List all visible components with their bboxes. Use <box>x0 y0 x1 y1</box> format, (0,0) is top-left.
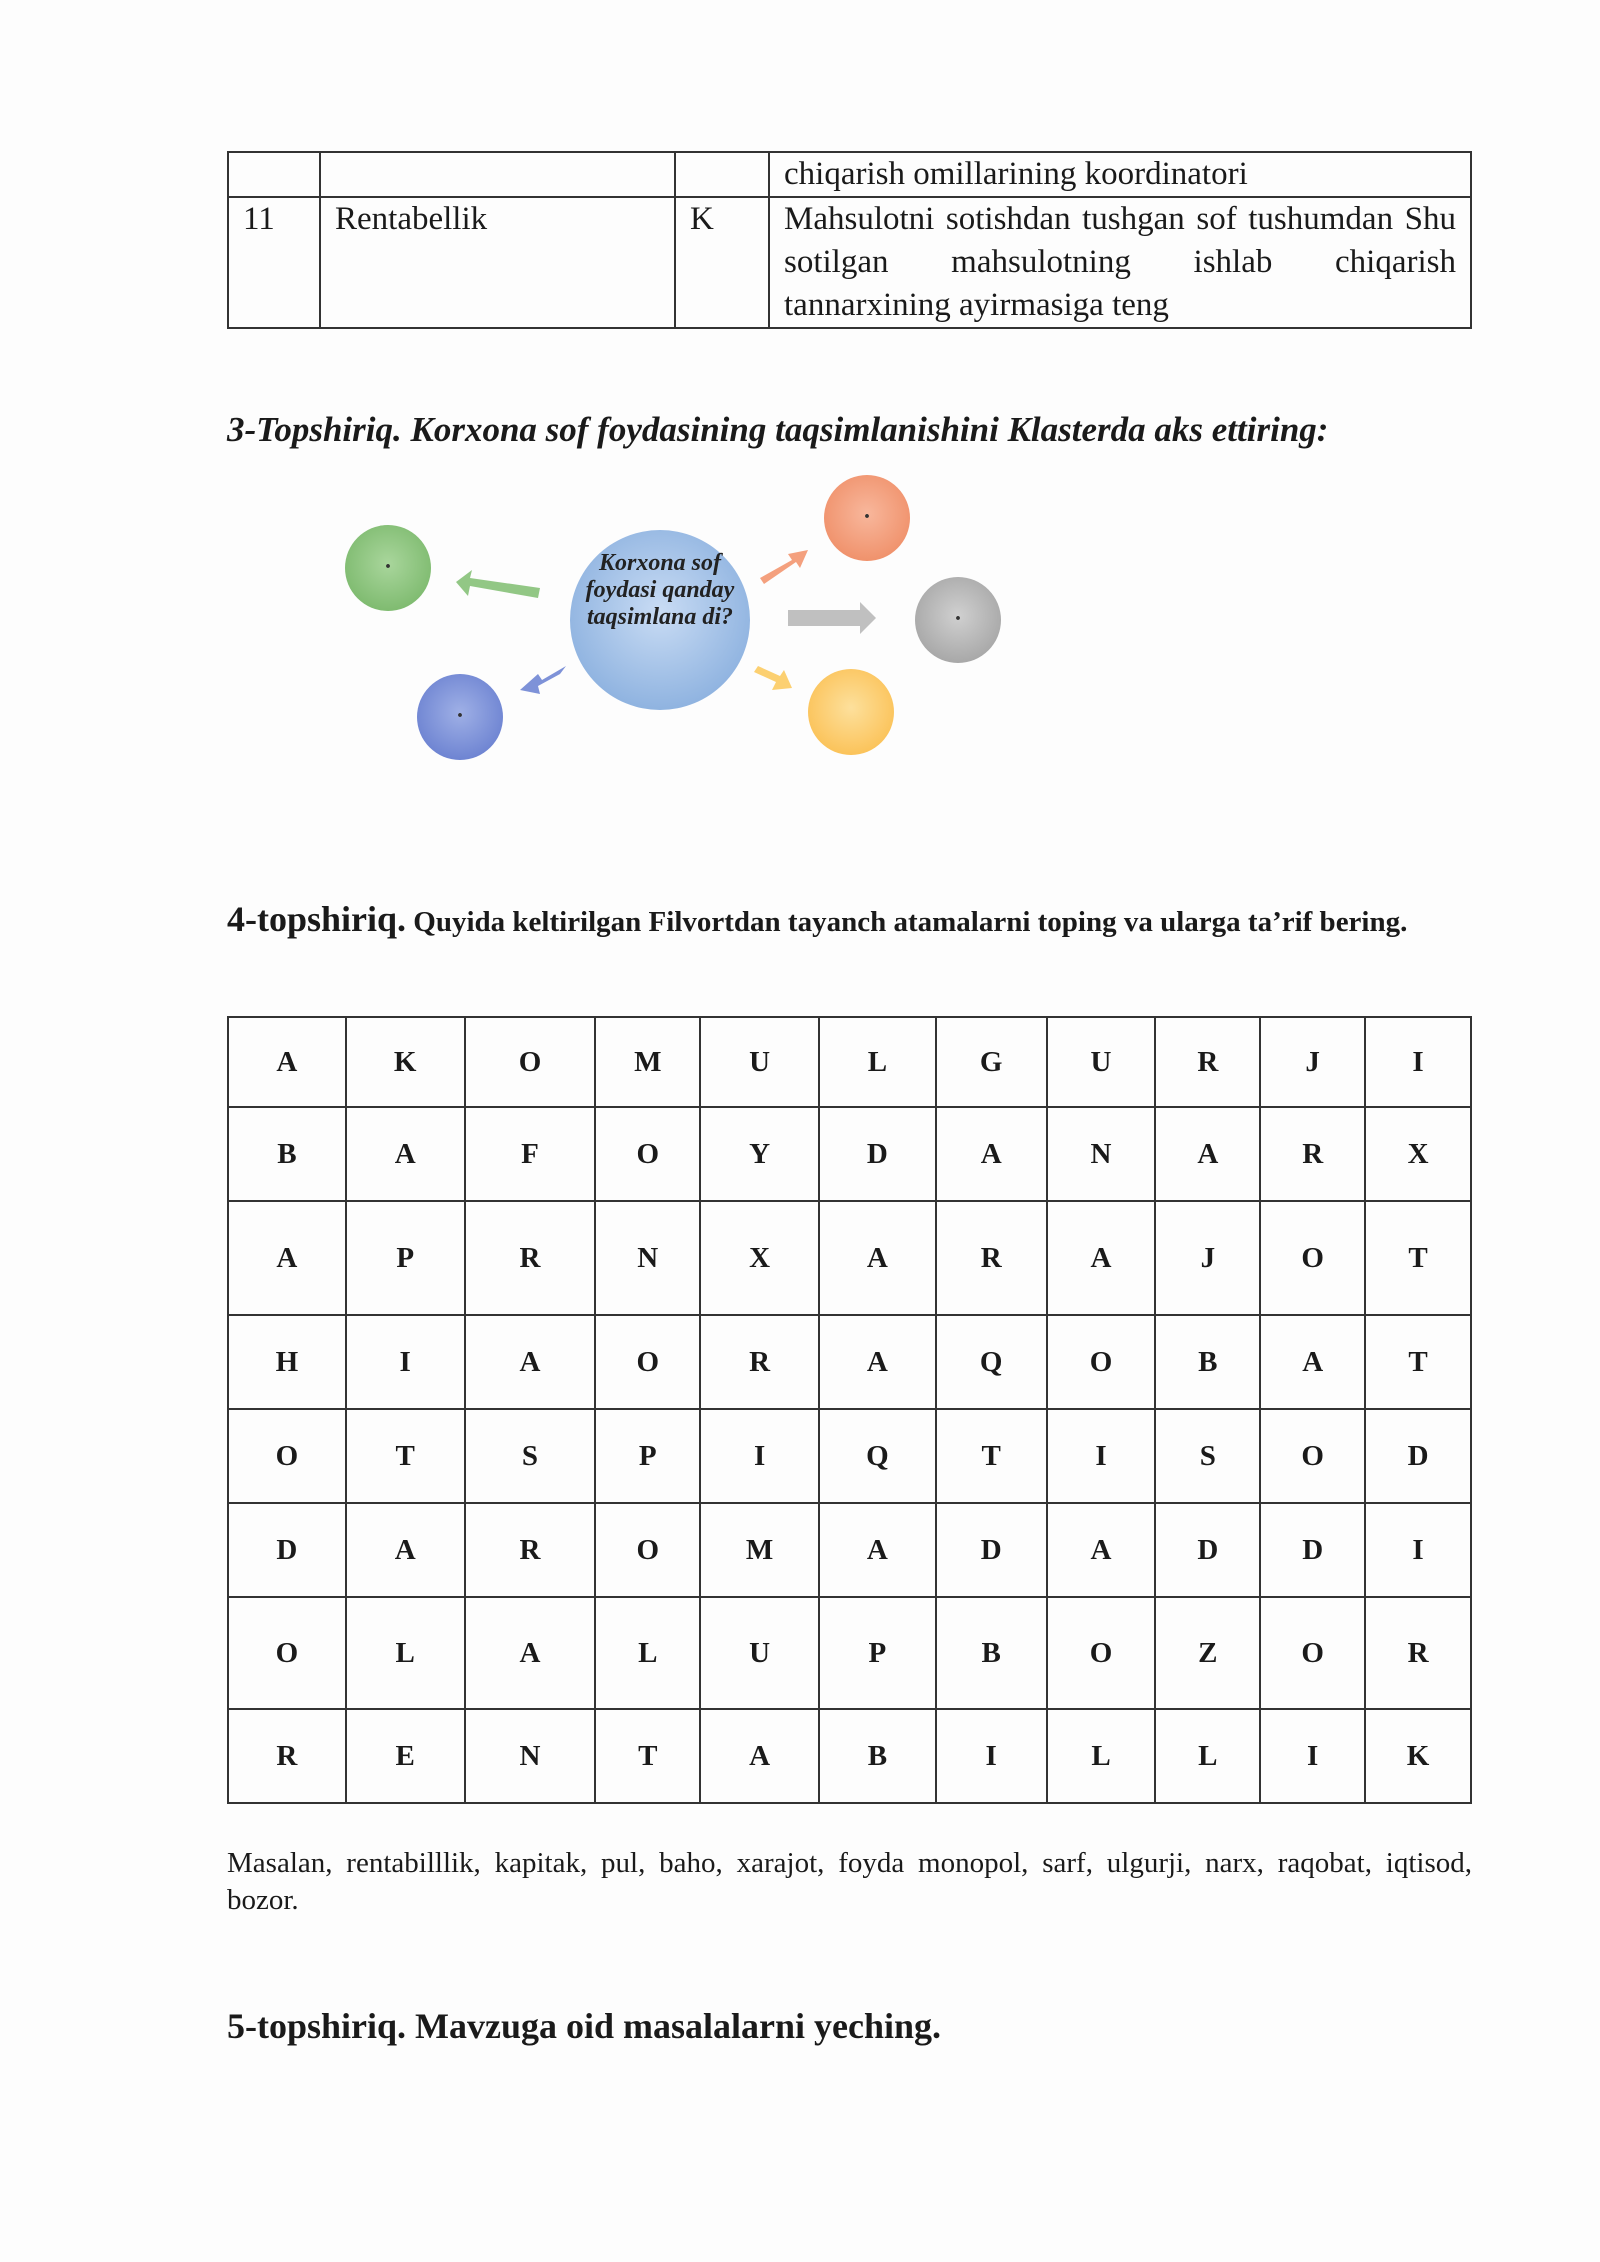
task4-heading-number: 4-topshiriq. <box>227 899 407 939</box>
letter-cell <box>675 152 769 197</box>
node-label-green: . <box>385 548 391 574</box>
grid-row <box>228 1201 1471 1315</box>
arrow-to-green <box>456 570 540 598</box>
cluster-diagram <box>330 470 1030 770</box>
grid-cell: O <box>465 1017 596 1107</box>
cluster-node-yellow <box>808 669 894 755</box>
grid-cell: T <box>936 1409 1047 1503</box>
arrow-to-blue <box>520 666 566 694</box>
grid-cell: G <box>936 1017 1047 1107</box>
grid-cell: D <box>1260 1503 1365 1597</box>
grid-cell: O <box>595 1107 700 1201</box>
grid-cell: E <box>346 1709 465 1803</box>
grid-row <box>228 1503 1471 1597</box>
grid-cell: A <box>819 1503 936 1597</box>
grid-cell: D <box>936 1503 1047 1597</box>
grid-cell: I <box>1365 1503 1471 1597</box>
arrow-to-yellow <box>754 666 792 690</box>
grid-cell: I <box>1047 1409 1156 1503</box>
grid-cell: O <box>1047 1315 1156 1409</box>
grid-cell: T <box>595 1709 700 1803</box>
grid-cell: O <box>1260 1409 1365 1503</box>
grid-cell: I <box>1260 1709 1365 1803</box>
grid-cell: I <box>936 1709 1047 1803</box>
arrow-to-salmon <box>760 550 808 584</box>
letter-cell: K <box>675 197 769 328</box>
grid-cell: O <box>228 1597 346 1709</box>
grid-cell: R <box>1260 1107 1365 1201</box>
grid-cell: D <box>819 1107 936 1201</box>
grid-cell: A <box>228 1017 346 1107</box>
grid-cell: P <box>819 1597 936 1709</box>
grid-cell: Z <box>1155 1597 1260 1709</box>
grid-cell: A <box>1047 1503 1156 1597</box>
grid-cell: M <box>700 1503 819 1597</box>
grid-cell: D <box>1365 1409 1471 1503</box>
grid-row <box>228 1409 1471 1503</box>
definition-cell: Mahsulotni sotishdan tushgan sof tushumdan Shu sotilgan mahsulotning ishlab chiqarish tannarxining ayirmasiga teng <box>769 197 1471 328</box>
grid-cell: X <box>700 1201 819 1315</box>
task4-heading-text: Quyida keltirilgan Filvortdan tayanch atamalarni toping va ularga ta’rif bering. <box>406 906 1408 938</box>
grid-cell: I <box>1365 1017 1471 1107</box>
example-words: Masalan, rentabilllik, kapitak, pul, baho, xarajot, foyda monopol, sarf, ulgurji, narx, raqobat, iqtisod, bozor. <box>227 1847 1472 1916</box>
definitions-table <box>227 151 1472 329</box>
grid-cell: P <box>595 1409 700 1503</box>
grid-cell: L <box>346 1597 465 1709</box>
grid-row <box>228 1709 1471 1803</box>
grid-cell: Q <box>936 1315 1047 1409</box>
grid-cell: A <box>346 1503 465 1597</box>
node-label-blue: . <box>457 697 463 723</box>
grid-cell: A <box>1047 1201 1156 1315</box>
grid-cell: T <box>1365 1315 1471 1409</box>
grid-cell: O <box>595 1503 700 1597</box>
grid-cell: T <box>1365 1201 1471 1315</box>
arrow-to-gray <box>788 602 876 634</box>
table-row <box>228 197 1471 328</box>
grid-cell: A <box>465 1597 596 1709</box>
term-cell <box>320 152 675 197</box>
grid-cell: K <box>346 1017 465 1107</box>
grid-cell: R <box>465 1201 596 1315</box>
grid-row <box>228 1017 1471 1107</box>
grid-cell: A <box>1260 1315 1365 1409</box>
grid-cell: A <box>936 1107 1047 1201</box>
grid-cell: R <box>700 1315 819 1409</box>
grid-row <box>228 1107 1471 1201</box>
grid-cell: U <box>1047 1017 1156 1107</box>
task3-heading: 3-Topshiriq. Korxona sof foydasining taqsimlanishini Klasterda aks ettiring: <box>227 410 1329 449</box>
grid-cell: P <box>346 1201 465 1315</box>
grid-cell: A <box>819 1315 936 1409</box>
grid-cell: Y <box>700 1107 819 1201</box>
grid-cell: O <box>228 1409 346 1503</box>
grid-cell: A <box>1155 1107 1260 1201</box>
grid-cell: U <box>700 1597 819 1709</box>
grid-cell: Q <box>819 1409 936 1503</box>
grid-cell: R <box>1365 1597 1471 1709</box>
node-label-salmon: . <box>864 498 870 524</box>
grid-cell: A <box>465 1315 596 1409</box>
grid-cell: R <box>936 1201 1047 1315</box>
definition-cell: chiqarish omillarining koordinatori <box>769 152 1471 197</box>
grid-cell: A <box>346 1107 465 1201</box>
grid-cell: L <box>1047 1709 1156 1803</box>
grid-cell: S <box>465 1409 596 1503</box>
grid-cell: N <box>465 1709 596 1803</box>
grid-cell: U <box>700 1017 819 1107</box>
table-row <box>228 152 1471 197</box>
grid-cell: D <box>228 1503 346 1597</box>
grid-cell: H <box>228 1315 346 1409</box>
grid-cell: N <box>595 1201 700 1315</box>
grid-cell: O <box>1047 1597 1156 1709</box>
grid-cell: N <box>1047 1107 1156 1201</box>
grid-cell: B <box>819 1709 936 1803</box>
grid-cell: S <box>1155 1409 1260 1503</box>
grid-cell: A <box>700 1709 819 1803</box>
grid-cell: F <box>465 1107 596 1201</box>
grid-cell: K <box>1365 1709 1471 1803</box>
word-search-grid <box>227 1016 1472 1804</box>
grid-cell: R <box>228 1709 346 1803</box>
grid-cell: T <box>346 1409 465 1503</box>
grid-cell: B <box>228 1107 346 1201</box>
row-number <box>228 152 320 197</box>
grid-cell: X <box>1365 1107 1471 1201</box>
grid-row <box>228 1315 1471 1409</box>
grid-cell: O <box>1260 1597 1365 1709</box>
grid-cell: L <box>595 1597 700 1709</box>
task5-heading: 5-topshiriq. Mavzuga oid masalalarni yeching. <box>227 2006 942 2046</box>
grid-cell: D <box>1155 1503 1260 1597</box>
grid-cell: L <box>1155 1709 1260 1803</box>
node-label-gray: . <box>955 600 961 626</box>
grid-cell: O <box>1260 1201 1365 1315</box>
center-node-text: Korxona sof foydasi qanday taqsimlana di? <box>585 550 735 630</box>
grid-cell: A <box>228 1201 346 1315</box>
grid-cell: R <box>1155 1017 1260 1107</box>
grid-cell: M <box>595 1017 700 1107</box>
task4-heading <box>227 900 1472 946</box>
grid-cell: O <box>595 1315 700 1409</box>
grid-cell: J <box>1260 1017 1365 1107</box>
grid-cell: J <box>1155 1201 1260 1315</box>
row-number: 11 <box>228 197 320 328</box>
grid-cell: I <box>700 1409 819 1503</box>
term-cell: Rentabellik <box>320 197 675 328</box>
grid-cell: A <box>819 1201 936 1315</box>
grid-cell: R <box>465 1503 596 1597</box>
grid-cell: B <box>936 1597 1047 1709</box>
grid-cell: B <box>1155 1315 1260 1409</box>
grid-cell: L <box>819 1017 936 1107</box>
grid-row <box>228 1597 1471 1709</box>
grid-cell: I <box>346 1315 465 1409</box>
